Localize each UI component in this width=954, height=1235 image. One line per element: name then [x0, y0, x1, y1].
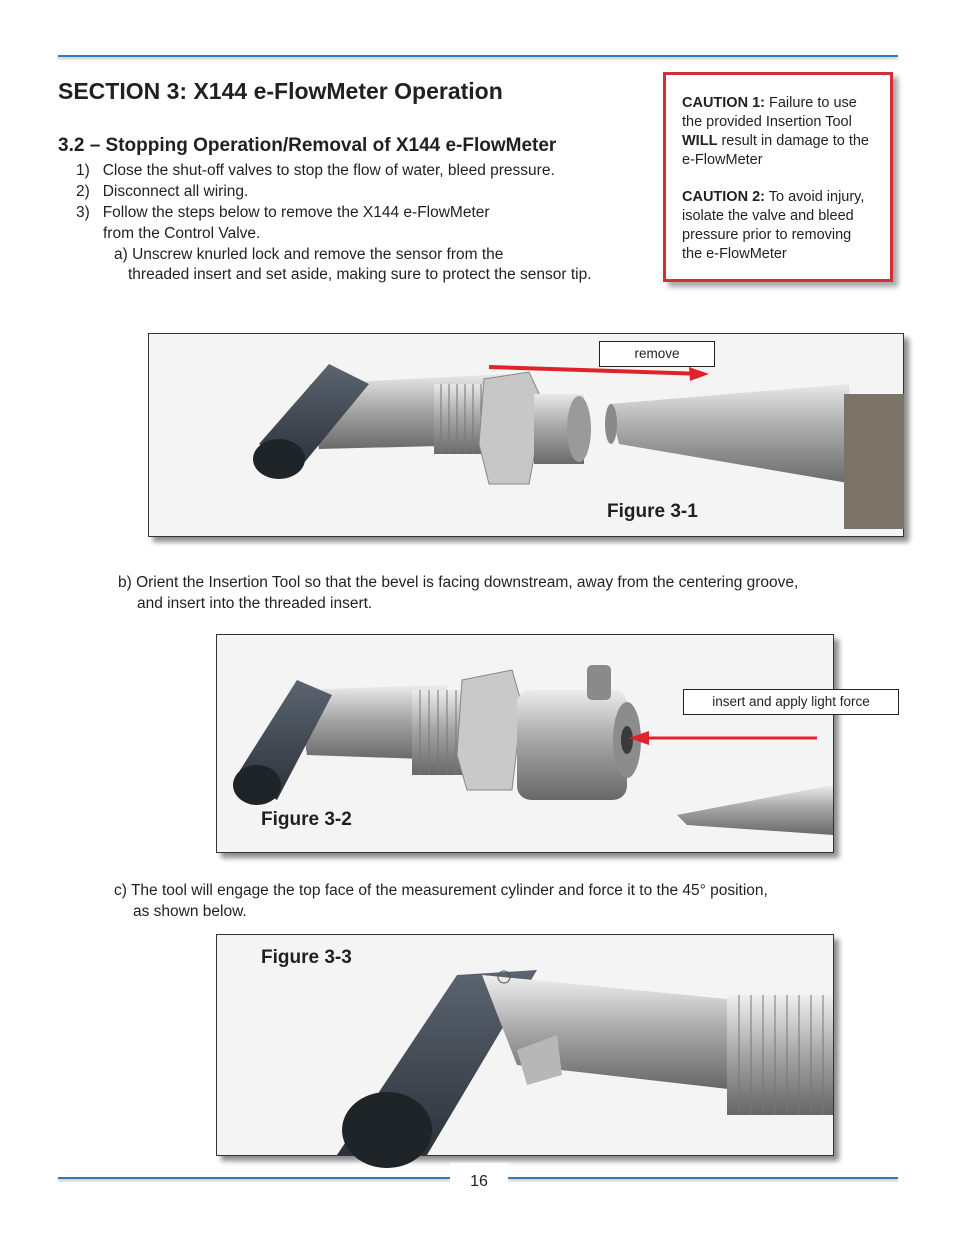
step-c-line1: c) The tool will engage the top face of the measurement cylinder and force it to the 45° position,	[114, 882, 768, 899]
page-number: 16	[450, 1163, 508, 1195]
figure-3-2	[216, 634, 870, 853]
step-a-line2: threaded insert and set aside, making sure to protect the sensor tip.	[128, 266, 592, 283]
figure-3-1-photo	[149, 334, 903, 536]
footer-rule-left	[58, 1177, 450, 1179]
figure-3-3	[216, 934, 834, 1156]
figure-3-1-callout: remove	[599, 341, 715, 367]
subsection-title: 3.2 – Stopping Operation/Removal of X144 e-FlowMeter	[58, 135, 557, 156]
figure-3-1-label: Figure 3-1	[607, 501, 698, 522]
header-rule	[58, 55, 898, 57]
step-b-line2: and insert into the threaded insert.	[137, 595, 373, 612]
caution-box	[663, 72, 893, 282]
step-1: 1) Close the shut-off valves to stop the flow of water, bleed pressure.	[76, 162, 555, 179]
caution-2: CAUTION 2: To avoid injury, isolate the valve and bleed pressure prior to removing the e-FlowMeter	[682, 189, 865, 262]
step-3-continuation: from the Control Valve.	[103, 225, 261, 242]
step-3: 3) Follow the steps below to remove the X144 e-FlowMeter	[76, 204, 490, 221]
figure-3-3-label: Figure 3-3	[261, 947, 352, 968]
step-b-line1: b) Orient the Insertion Tool so that the bevel is facing downstream, away from the centering groove,	[118, 574, 799, 591]
caution-1: CAUTION 1: Failure to use the provided Insertion Tool WILL result in damage to the e-FlowMeter	[682, 95, 869, 168]
section-title: SECTION 3: X144 e-FlowMeter Operation	[58, 78, 503, 104]
figure-3-2-callout: insert and apply light force	[683, 689, 899, 715]
figure-3-2-label: Figure 3-2	[261, 809, 352, 830]
step-c-line2: as shown below.	[133, 903, 247, 920]
figure-3-1	[148, 333, 904, 537]
footer-rule-right	[508, 1177, 898, 1179]
step-2: 2) Disconnect all wiring.	[76, 183, 249, 200]
step-a-line1: a) Unscrew knurled lock and remove the sensor from the	[114, 246, 504, 263]
